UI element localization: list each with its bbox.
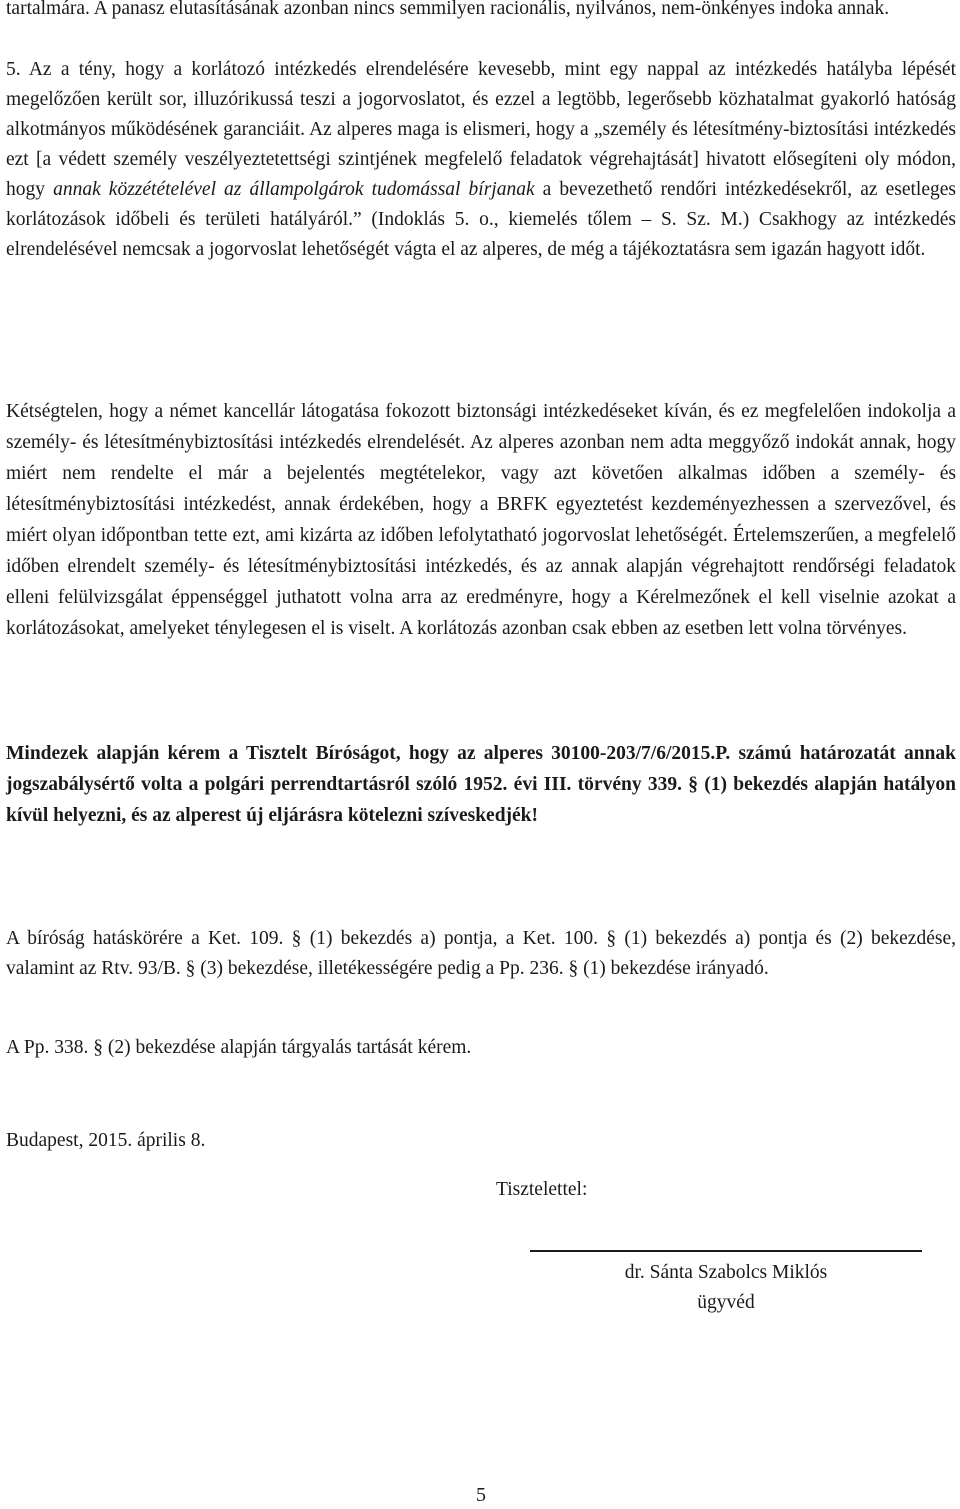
page-number: 5 bbox=[476, 1484, 486, 1506]
paragraph-intro-continuation: tartalmára. A panasz elutasításának azonban nincs semmilyen racionális, nyilvános, nem-önkényes indoka annak. bbox=[6, 0, 890, 19]
closing-greeting: Tisztelettel: bbox=[496, 1179, 588, 1200]
paragraph-hearing-request: A Pp. 338. § (2) bekezdése alapján tárgyalás tartását kérem. bbox=[6, 1037, 472, 1058]
paragraph-point-5-emphasis: annak közzétételével az állampolgárok tudomással bírjanak bbox=[53, 179, 535, 200]
paragraph-request-bold: Mindezek alapján kérem a Tisztelt Bíróságot, hogy az alperes 30100-203/7/6/2015.P. számú határozatát annak jogszabálysértő volta a polgári perrendtartásról szóló 1952. évi III. törvény 339. § (1) bekezdés alapján hatályon kívül helyezni, és az alperest új eljárásra kötelezni szíveskedjék! bbox=[6, 743, 956, 826]
paragraph-point-5 bbox=[6, 55, 956, 265]
signatory-role: ügyvéd bbox=[697, 1292, 755, 1313]
paragraph-jurisdiction: A bíróság hatáskörére a Ket. 109. § (1) bekezdés a) pontja, a Ket. 100. § (1) bekezdés a) pontja és (2) bekezdése, valamint az Rtv. 93/B. § (3) bekezdése, illetékességére pedig a Pp. 236. § (1) bekezdése irányadó. bbox=[6, 928, 956, 979]
paragraph-point-5-text-b: a bevezethető rendőri intézkedésekről, az esetleges korlátozások időbeli és területi hatályáról.” (Indoklás 5. o., kiemelés tőlem – S. Sz. M.) Csakhogy az intézkedés elrendelésével nemcsak a jogorvoslat lehetőségét vágta el az alperes, de még a tájékoztatásra sem igazán hagyott időt. bbox=[6, 179, 956, 260]
paragraph-argument: Kétségtelen, hogy a német kancellár látogatása fokozott biztonsági intézkedéseket kíván, és ez megfelelően indokolja a személy- és létesítménybiztosítási intézkedés elrendelését. Az alperes azonban nem adta meggyőző indokát annak, hogy miért nem rendelte el már a bejelentés megtételekor, vagy azt követően alkalmas időben a személy- és létesítménybiztosítási intézkedést, annak érdekében, hogy a BRFK egyeztetést kezdeményezhessen a szervezővel, és miért olyan időpontban tette ezt, ami kizárta az időben lefolytatható jogorvoslat lehetőségét. Értelemszerűen, a megfelelő időben elrendelt személy- és létesítménybiztosítási intézkedés, és az annak alapján végrehajtott rendőrségi feladatok elleni felülvizsgálat éppenséggel juthatott volna arra az eredményre, hogy a Kérelmezőnek el kell viselnie azokat a korlátozásokat, amelyeket ténylegesen el is viselt. A korlátozás azonban csak ebben az esetben lett volna törvényes. bbox=[6, 401, 956, 639]
signature-line bbox=[530, 1250, 922, 1252]
closing-date: Budapest, 2015. április 8. bbox=[6, 1130, 206, 1151]
signatory-name: dr. Sánta Szabolcs Miklós bbox=[624, 1262, 828, 1283]
paragraph-point-5-text-a: 5. Az a tény, hogy a korlátozó intézkedés elrendelésére kevesebb, mint egy nappal az intézkedés hatályba lépését megelőzően került sor, illuzórikussá teszi a jogorvoslatot, és ezzel a legtöbb, legerősebb közhatalmat gyakorló hatóság alkotmányos működésének garanciáit. Az alperes maga is elismeri, hogy a „személy és létesítmény-biztosítási intézkedés ezt [a védett személy veszélyeztetettségi szintjének megfelelő feladatok végrehajtását] hivatott elősegíteni oly módon, hogy bbox=[6, 59, 956, 200]
